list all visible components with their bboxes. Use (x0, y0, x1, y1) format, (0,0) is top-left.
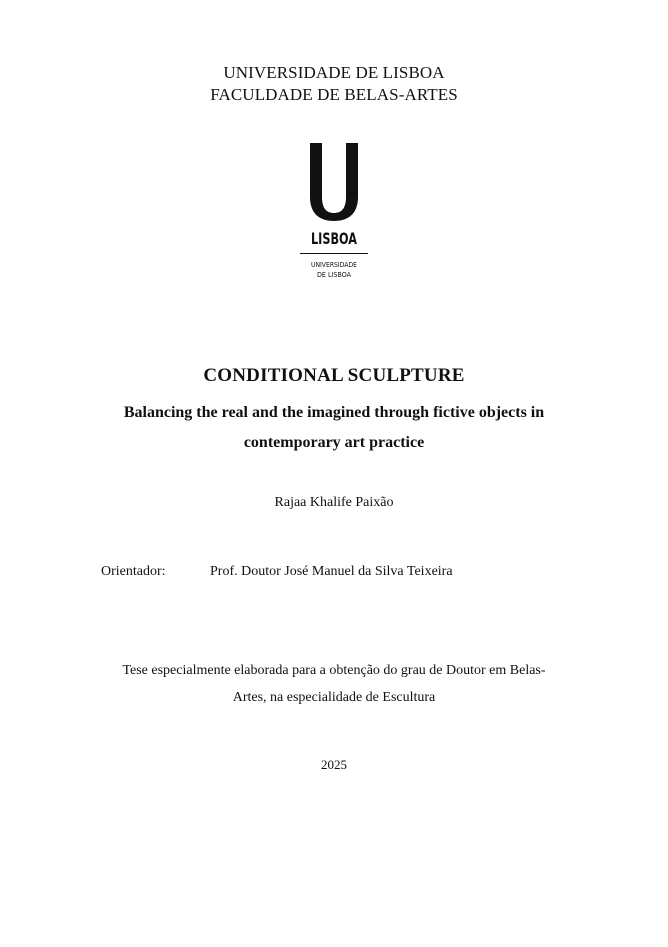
degree-statement (0, 657, 668, 711)
logo-divider (300, 253, 368, 254)
thesis-subtitle-line-2: contemporary art practice (243, 434, 425, 451)
faculty-name: FACULDADE DE BELAS-ARTES (210, 85, 458, 104)
degree-statement-line-2: Artes, na especialidade de Escultura (232, 690, 436, 705)
logo-subline-1: UNIVERSIDADE (311, 261, 357, 269)
degree-statement-line-1: Tese especialmente elaborada para a obtenção do grau de Doutor em Belas- (122, 663, 546, 678)
author-name: Rajaa Khalife Paixão (274, 495, 394, 510)
logo-subline-2: DE LISBOA (317, 271, 352, 279)
thesis-subtitle (0, 398, 668, 458)
publication-year: 2025 (321, 757, 347, 772)
thesis-title: CONDITIONAL SCULPTURE (203, 365, 465, 386)
u-letterform-icon (310, 143, 358, 221)
university-name: UNIVERSIDADE DE LISBOA (223, 63, 445, 82)
ulisboa-u-logo (299, 141, 369, 285)
thesis-subtitle-line-1: Balancing the real and the imagined through fictive objects in (123, 404, 545, 421)
advisor-name: Prof. Doutor José Manuel da Silva Teixeira (210, 564, 453, 579)
advisor-label: Orientador: (101, 564, 166, 579)
logo-wordmark: LISBOA (311, 229, 358, 248)
